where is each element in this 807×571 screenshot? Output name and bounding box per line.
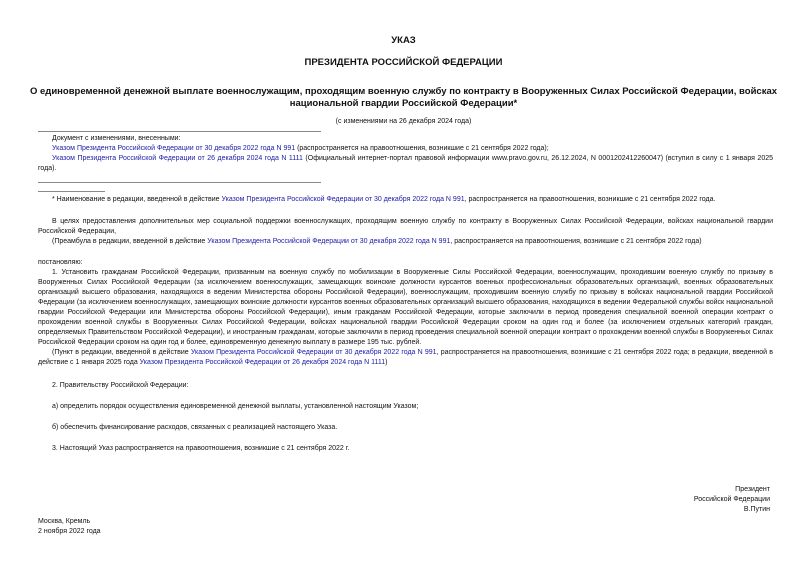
paragraph-2b: б) обеспечить финансирование расходов, связанных с реализацией настоящего Указа.	[52, 424, 338, 431]
changes-item-1: Указом Президента Российской Федерации от 30 декабря 2022 года N 991 (распространяется на правоотношения, возникшие с 21 сентября 2022 года);	[52, 145, 549, 152]
amendment-link-1111[interactable]: Указом Президента Российской Федерации от 26 декабря 2024 года N 1111	[52, 155, 303, 162]
signature-country: Российской Федерации	[693, 496, 770, 503]
preamble	[38, 217, 773, 247]
footer-block	[38, 517, 101, 537]
signature-name: В.Путин	[743, 506, 770, 513]
signature-title: Президент	[735, 486, 770, 493]
paragraph-2a: а) определить порядок осуществления единовременной денежной выплаты, установленной настоящим Указом;	[52, 403, 419, 410]
changes-item-2: Указом Президента Российской Федерации от 26 декабря 2024 года N 1111 (Официальный интернет-портал правовой информации www.pravo.gov.ru, 26.12.2024, N 0001202412260047) (вступил в силу с 1 января 2025 года).	[38, 155, 773, 172]
changes-intro: Документ с изменениями, внесенными:	[52, 135, 181, 142]
preamble-note: (Преамбула в редакции, введенной в действие Указом Президента Российской Федерации от 30 декабря 2022 года N 991, распространяется на правоотношения, возникшие с 21 сентября 2022 года)	[52, 238, 702, 245]
revision-note: (с изменениями на 26 декабря 2024 года)	[335, 118, 472, 125]
paragraph-2: 2. Правительству Российской Федерации:	[52, 382, 189, 389]
paragraph-1-link-1111[interactable]: Указом Президента Российской Федерации от 26 декабря 2024 года N 1111	[139, 359, 386, 366]
decree-issuer: ПРЕЗИДЕНТА РОССИЙСКОЙ ФЕДЕРАЦИИ	[304, 57, 503, 68]
preamble-link-991[interactable]: Указом Президента Российской Федерации от 30 декабря 2022 года N 991	[207, 238, 451, 245]
footnote-separator	[38, 191, 105, 192]
footnote: * Наименование в редакции, введенной в действие Указом Президента Российской Федерации от 30 декабря 2022 года N 991, распространяется на правоотношения, возникшие с 21 сентября 2022 года.	[52, 196, 716, 203]
signing-date: 2 ноября 2022 года	[38, 528, 101, 535]
paragraph-1	[38, 268, 773, 368]
paragraph-1-link-991[interactable]: Указом Президента Российской Федерации от 30 декабря 2022 года N 991	[190, 349, 437, 356]
signing-place: Москва, Кремль	[38, 518, 91, 525]
footnote-link-991[interactable]: Указом Президента Российской Федерации от 30 декабря 2022 года N 991	[221, 196, 465, 203]
changes-block	[38, 134, 773, 174]
document-title-line-2: национальной гвардии Российской Федерации*	[289, 98, 518, 109]
signature-block	[694, 485, 770, 515]
paragraph-1-text: 1. Установить гражданам Российской Федерации, призванным на военную службу по мобилизации в Вооруженные Силы Российской Федерации, военнослужащим, проходившим военную службу по призыву в Вооруженных Силах Российской Федерации (за исключением военнослужащих, замещающих воинские должности курсантов военных профессиональных образовательных организаций, военных образовательных организаций высшего образования, находящихся в ведении Министерства обороны Российской Федерации), военнослужащим, проходившим военную службу по призыву в войсках национальной гвардии Российской Федерации (за исключением военнослужащих, замещающих воинские должности курсантов военных образовательных организаций высшего образования, находящихся в ведении Федеральной службы войск национальной гвардии Российской Федерации или Министерства обороны Российской Федерации), иным гражданам Российской Федерации, которые заключили в период проведения специальной военной операции контракт о прохождении военной службы в Вооруженных Силах Российской Федерации, войсках национальной гвардии Российской Федерации сроком на один год и более (за исключением отдельных категорий граждан, определяемых Правительством Российской Федерации), и иностранным гражданам, которые заключили в период проведения специальной военной операции контракт о прохождении военной службы в Вооруженных Силах Российской Федерации сроком на один год и более, единовременную денежную выплату в размере 195 тыс. рублей.	[38, 269, 773, 346]
amendment-link-991[interactable]: Указом Президента Российской Федерации от 30 декабря 2022 года N 991	[52, 145, 296, 152]
separator-top	[38, 131, 321, 132]
separator-bottom	[38, 182, 321, 183]
paragraph-3: 3. Настоящий Указ распространяется на правоотношения, возникшие с 21 сентября 2022 г.	[52, 445, 350, 452]
decree-title: УКАЗ	[391, 35, 416, 46]
decree-word: постановляю:	[38, 259, 83, 266]
paragraph-1-note: (Пункт в редакции, введенной в действие Указом Президента Российской Федерации от 30 декабря 2022 года N 991, распространяется на правоотношения, возникшие с 21 сентября 2022 года; в редакции, введенной в действие с 1 января 2025 года Указом Президента Российской Федерации от 26 декабря 2024 года N 1111)	[38, 349, 774, 366]
document-title-line-1: О единовременной денежной выплате военнослужащим, проходящим военную службу по контракту в Вооруженных Силах Российской Федерации, войсках	[29, 86, 778, 97]
preamble-text: В целях предоставления дополнительных мер социальной поддержки военнослужащих, проходящим военную службу по контракту в Вооруженных Силах Российской Федерации, войсках национальной гвардии Российской Федерации,	[38, 218, 773, 235]
